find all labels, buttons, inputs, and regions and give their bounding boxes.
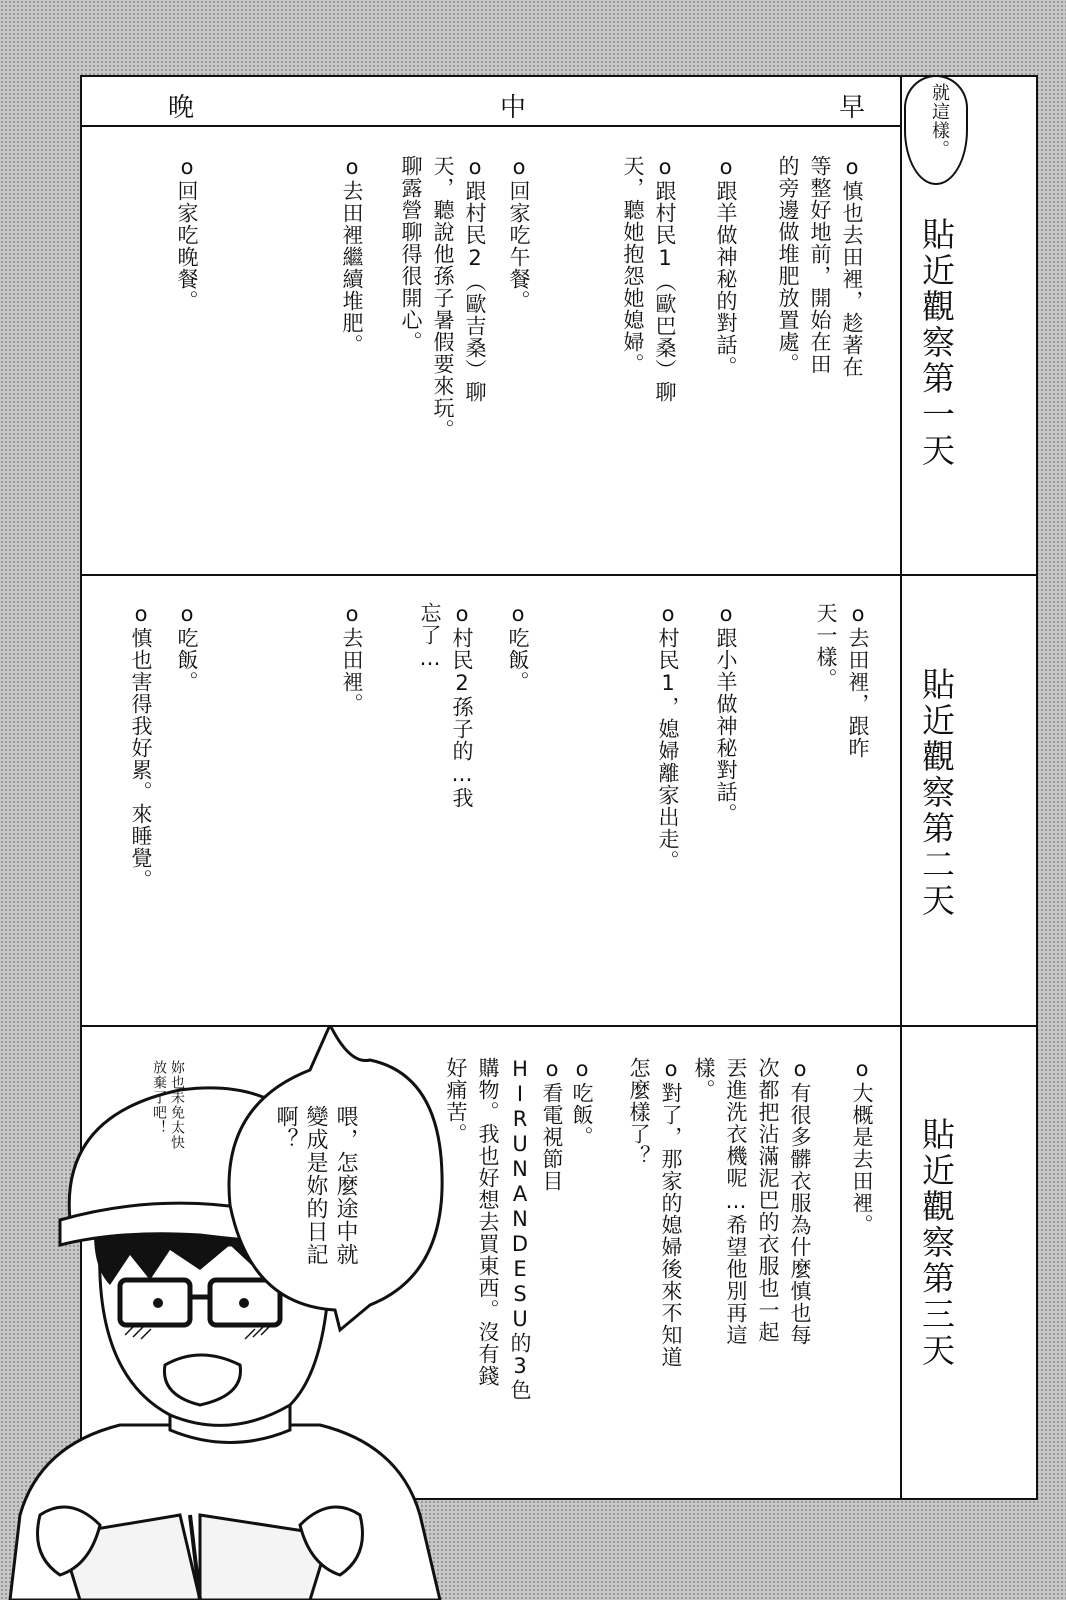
day1-entry-7: o回家吃晚餐。	[175, 155, 199, 312]
corner-caption: 就這樣。	[929, 83, 950, 159]
day2-entry-3: o村民1，媳婦離家出走。	[656, 602, 680, 872]
day1-entry-5: o跟村民2（歐吉桑）聊天，聽說他孫子暑假要來玩。聊露營聊得很開心。	[399, 155, 487, 441]
side-note: 妳也未免太快放棄了吧！	[151, 1060, 185, 1150]
day2-entry-6: o去田裡。	[340, 602, 364, 715]
eye-left	[153, 1298, 163, 1308]
day1-divider	[82, 574, 1036, 576]
day2-entry-7: o吃飯。	[175, 602, 199, 693]
day3-entry-5: o看電視節目HIRUNANDESU的3色購物。我也好想去買東西。沒有錢好痛苦。	[444, 1057, 564, 1401]
header-evening: 晚	[168, 93, 195, 123]
day3-entry-2: o有很多髒衣服為什麼慎也每次都把沾滿泥巴的衣服也一起丟進洗衣機呢…希望他別再這樣。	[692, 1057, 812, 1346]
day1-entry-3: o跟村民1（歐巴桑）聊天，聽她抱怨她媳婦。	[621, 155, 677, 403]
day1-entry-6: o去田裡繼續堆肥。	[340, 155, 364, 356]
header-noon: 中	[500, 93, 527, 123]
day1-entry-4: o回家吃午餐。	[507, 155, 531, 312]
day3-entry-1: o大概是去田裡。	[850, 1057, 874, 1236]
header-divider	[82, 125, 902, 127]
day2-entry-2: o跟小羊做神秘對話。	[714, 602, 738, 825]
day2-entry-5: o村民2孫子的…我忘了…	[418, 602, 474, 809]
day2-title: 貼近觀察第二天	[917, 667, 956, 919]
day1-title: 貼近觀察第一天	[917, 217, 956, 469]
day2-entry-1: o去田裡，跟昨天一樣。	[814, 602, 870, 759]
title-column-divider	[900, 77, 902, 1498]
day1-entry-2: o跟羊做神秘的對話。	[714, 155, 738, 378]
day1-entry-1: o慎也去田裡，趁著在等整好地前，開始在田的旁邊做堆肥放置處。	[776, 155, 864, 378]
day2-entry-4: o吃飯。	[506, 602, 530, 693]
day2-entry-8: o慎也害得我好累。來睡覺。	[129, 602, 153, 891]
day3-entry-4: o吃飯。	[570, 1057, 594, 1148]
day3-entry-3: o對了，那家的媳婦後來不知道怎麼樣了？	[627, 1057, 683, 1368]
speech-bubble-text: 喂，怎麼途中就變成是妳的日記啊？	[273, 1105, 358, 1266]
day3-title: 貼近觀察第三天	[917, 1117, 956, 1369]
header-morning: 早	[839, 93, 866, 123]
